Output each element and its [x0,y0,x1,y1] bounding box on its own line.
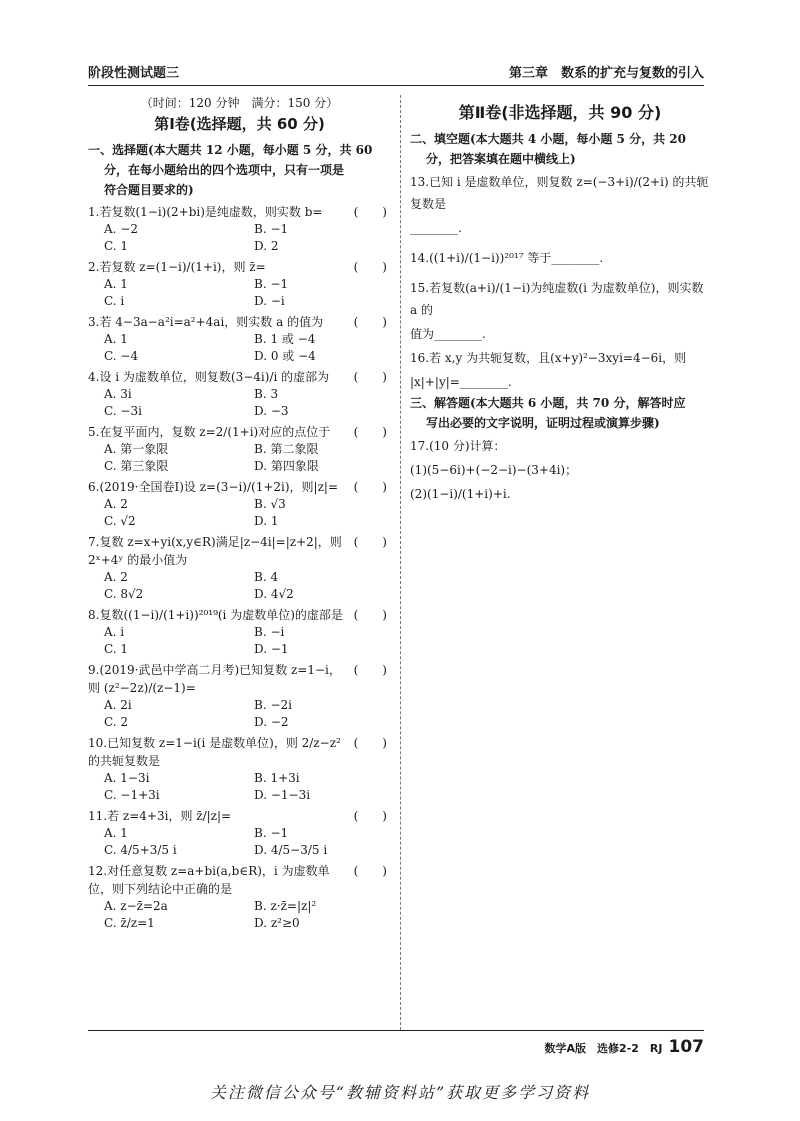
option-d: D. 0 或 −4 [254,349,316,363]
option-c: C. 1 [104,239,129,253]
question-stem [88,203,391,221]
option-d: D. 2 [254,239,279,253]
option-d: D. 4/5−3/5 i [254,843,328,857]
question-9 [88,661,391,731]
option-d: D. −1 [254,642,289,656]
options [88,441,391,475]
answer-paren: ( ) [353,809,387,823]
option-d: D. z²≥0 [254,916,300,930]
question-16: 16.若 x,y 为共轭复数，且(x+y)²−3xyi=4−6i，则 [410,351,687,365]
question-stem-text: 12.对任意复数 z=a+bi(a,b∈R)，i 为虚数单位，则下列结论中正确的是 [88,864,330,896]
option-a: A. 1−3i [104,771,150,785]
option-a: A. 第一象限 [104,442,169,456]
answer-paren: ( ) [353,736,387,750]
options [88,569,391,603]
time-line: （时间：120 分钟 满分：150 分） [140,96,339,110]
question-5 [88,423,391,475]
question-stem-text: 5.在复平面内，复数 z=2/(1+i)对应的点位于 [88,425,331,439]
option-a: A. 3i [104,387,132,401]
option-b: B. 4 [254,570,279,584]
part2-title: 第Ⅱ卷(非选择题，共 90 分) [458,103,662,122]
footer-rule [88,1030,704,1031]
question-16-blank: |x|+|y|=________. [410,375,512,389]
option-c: C. i [104,294,125,308]
footer [545,1037,704,1057]
question-17: 17.(10 分)计算： [410,439,506,453]
option-c: C. 2 [104,715,129,729]
options [88,624,391,658]
question-11 [88,807,391,859]
option-b: B. 1+3i [254,771,300,785]
option-b: B. −i [254,625,285,639]
option-a: A. 1 [104,277,128,291]
answer-paren: ( ) [353,663,387,677]
section1-heading: 一、选择题(本大题共 12 小题，每小题 5 分，共 60 [88,143,373,157]
option-c: C. 第三象限 [104,459,169,473]
question-stem-text: 6.(2019·全国卷Ⅰ)设 z=(3−i)/(1+2i)，则|z|= [88,480,339,494]
option-d: D. 4√2 [254,587,294,601]
option-b: B. −1 [254,277,289,291]
question-stem-text: 7.复数 z=x+yi(x,y∈R)满足|z−4i|=|z+2|，则 2ˣ+4ʸ 的最小值为 [88,535,342,567]
question-13: 13.已知 i 是虚数单位，则复数 z=(−3+i)/(2+i) 的共轭复数是 [410,175,709,211]
options [88,496,391,530]
answer-paren: ( ) [353,864,387,878]
question-15: 15.若复数(a+i)/(1−i)为纯虚数(i 为虚数单位)，则实数 a 的 [410,281,704,317]
option-d: D. −1−3i [254,788,311,802]
option-c: C. 8√2 [104,587,144,601]
footer-book: 数学A版 选修2-2 RJ [544,1042,663,1055]
options [88,770,391,804]
option-b: B. −2i [254,698,292,712]
section1-heading-line3: 符合题目要求的) [104,183,194,197]
option-d: D. 1 [254,514,279,528]
option-a: A. 1 [104,826,128,840]
option-d: D. −2 [254,715,289,729]
options [88,898,391,932]
option-d: D. 第四象限 [254,459,319,473]
question-4 [88,368,391,420]
options [88,386,391,420]
question-stem-text: 1.若复数(1−i)(2+bi)是纯虚数，则实数 b= [88,205,323,219]
option-d: D. −i [254,294,285,308]
section3-heading-line2: 写出必要的文字说明，证明过程或演算步骤) [426,416,660,430]
option-d: D. −3 [254,404,289,418]
option-a: A. −2 [104,222,138,236]
option-b: B. 3 [254,387,279,401]
header-right: 第三章 数系的扩充与复数的引入 [508,66,704,81]
part1-title: 第Ⅰ卷(选择题，共 60 分) [154,115,325,133]
section2-heading-line2: 分，把答案填在题中横线上) [426,152,576,166]
option-c: C. 4/5+3/5 i [104,843,177,857]
options [88,697,391,731]
option-b: B. 第二象限 [254,442,319,456]
section1-heading-line2: 分，在每小题给出的四个选项中，只有一项是 [104,163,345,177]
question-13-blank: ________. [410,221,462,235]
option-b: B. √3 [254,497,286,511]
header-left: 阶段性测试题三 [88,66,180,81]
question-stem [88,258,391,276]
header-rule [88,85,704,86]
options [88,221,391,255]
option-b: B. z·z̄=|z|² [254,899,317,913]
question-stem [88,807,391,825]
option-a: A. i [104,625,125,639]
option-c: C. √2 [104,514,136,528]
question-6 [88,478,391,530]
right-column [410,92,710,505]
option-c: C. −4 [104,349,139,363]
question-15-blank: 值为________. [410,327,486,341]
question-12 [88,862,391,932]
question-stem [88,533,391,569]
left-column [88,92,391,932]
answer-paren: ( ) [353,535,387,549]
option-c: C. z̄/z=1 [104,916,155,930]
question-stem-text: 10.已知复数 z=1−i(i 是虚数单位)，则 2/z−z² 的共轭复数是 [88,736,341,768]
option-a: A. 2 [104,570,128,584]
option-b: B. −1 [254,222,289,236]
question-stem-text: 9.(2019·武邑中学高二月考)已知复数 z=1−i，则 (z²−2z)/(z−1)= [88,663,341,695]
answer-paren: ( ) [353,370,387,384]
question-3 [88,313,391,365]
question-17-part1: (1)(5−6i)+(−2−i)−(3+4i)； [410,463,578,477]
question-stem [88,606,391,624]
question-10 [88,734,391,804]
question-8 [88,606,391,658]
question-2 [88,258,391,310]
question-stem-text: 2.若复数 z=(1−i)/(1+i)，则 z̄= [88,260,266,274]
question-stem-text: 4.设 i 为虚数单位，则复数(3−4i)/i 的虚部为 [88,370,330,384]
option-b: B. −1 [254,826,289,840]
answer-paren: ( ) [353,480,387,494]
section3-heading: 三、解答题(本大题共 6 小题，共 70 分，解答时应 [410,396,686,410]
question-stem [88,661,391,697]
question-17-part2: (2)(1−i)/(1+i)+i. [410,487,511,501]
option-c: C. 1 [104,642,129,656]
answer-paren: ( ) [353,425,387,439]
page-number: 107 [668,1037,704,1057]
question-7 [88,533,391,603]
question-stem-text: 8.复数((1−i)/(1+i))²⁰¹⁹(i 为虚数单位)的虚部是 [88,608,343,622]
options [88,331,391,365]
question-stem [88,313,391,331]
option-a: A. 2 [104,497,128,511]
option-c: C. −3i [104,404,142,418]
question-1 [88,203,391,255]
question-stem [88,734,391,770]
question-stem [88,862,391,898]
option-b: B. 1 或 −4 [254,332,316,346]
question-stem [88,478,391,496]
answer-paren: ( ) [353,205,387,219]
option-a: A. z−z̄=2a [104,899,168,913]
section2-heading: 二、填空题(本大题共 4 小题，每小题 5 分，共 20 [410,132,686,146]
question-stem-text: 11.若 z=4+3i，则 z̄/|z|= [88,809,232,823]
option-a: A. 1 [104,332,128,346]
options [88,825,391,859]
question-14: 14.((1+i)/(1−i))²⁰¹⁷ 等于________. [410,251,604,265]
option-a: A. 2i [104,698,132,712]
question-stem [88,368,391,386]
answer-paren: ( ) [353,260,387,274]
question-stem [88,423,391,441]
options [88,276,391,310]
answer-paren: ( ) [353,315,387,329]
question-stem-text: 3.若 4−3a−a²i=a²+4ai，则实数 a 的值为 [88,315,324,329]
option-c: C. −1+3i [104,788,160,802]
question-list [88,203,391,932]
answer-paren: ( ) [353,608,387,622]
slogan: 关注微信公众号“教辅资料站”获取更多学习资料 [209,1083,591,1102]
